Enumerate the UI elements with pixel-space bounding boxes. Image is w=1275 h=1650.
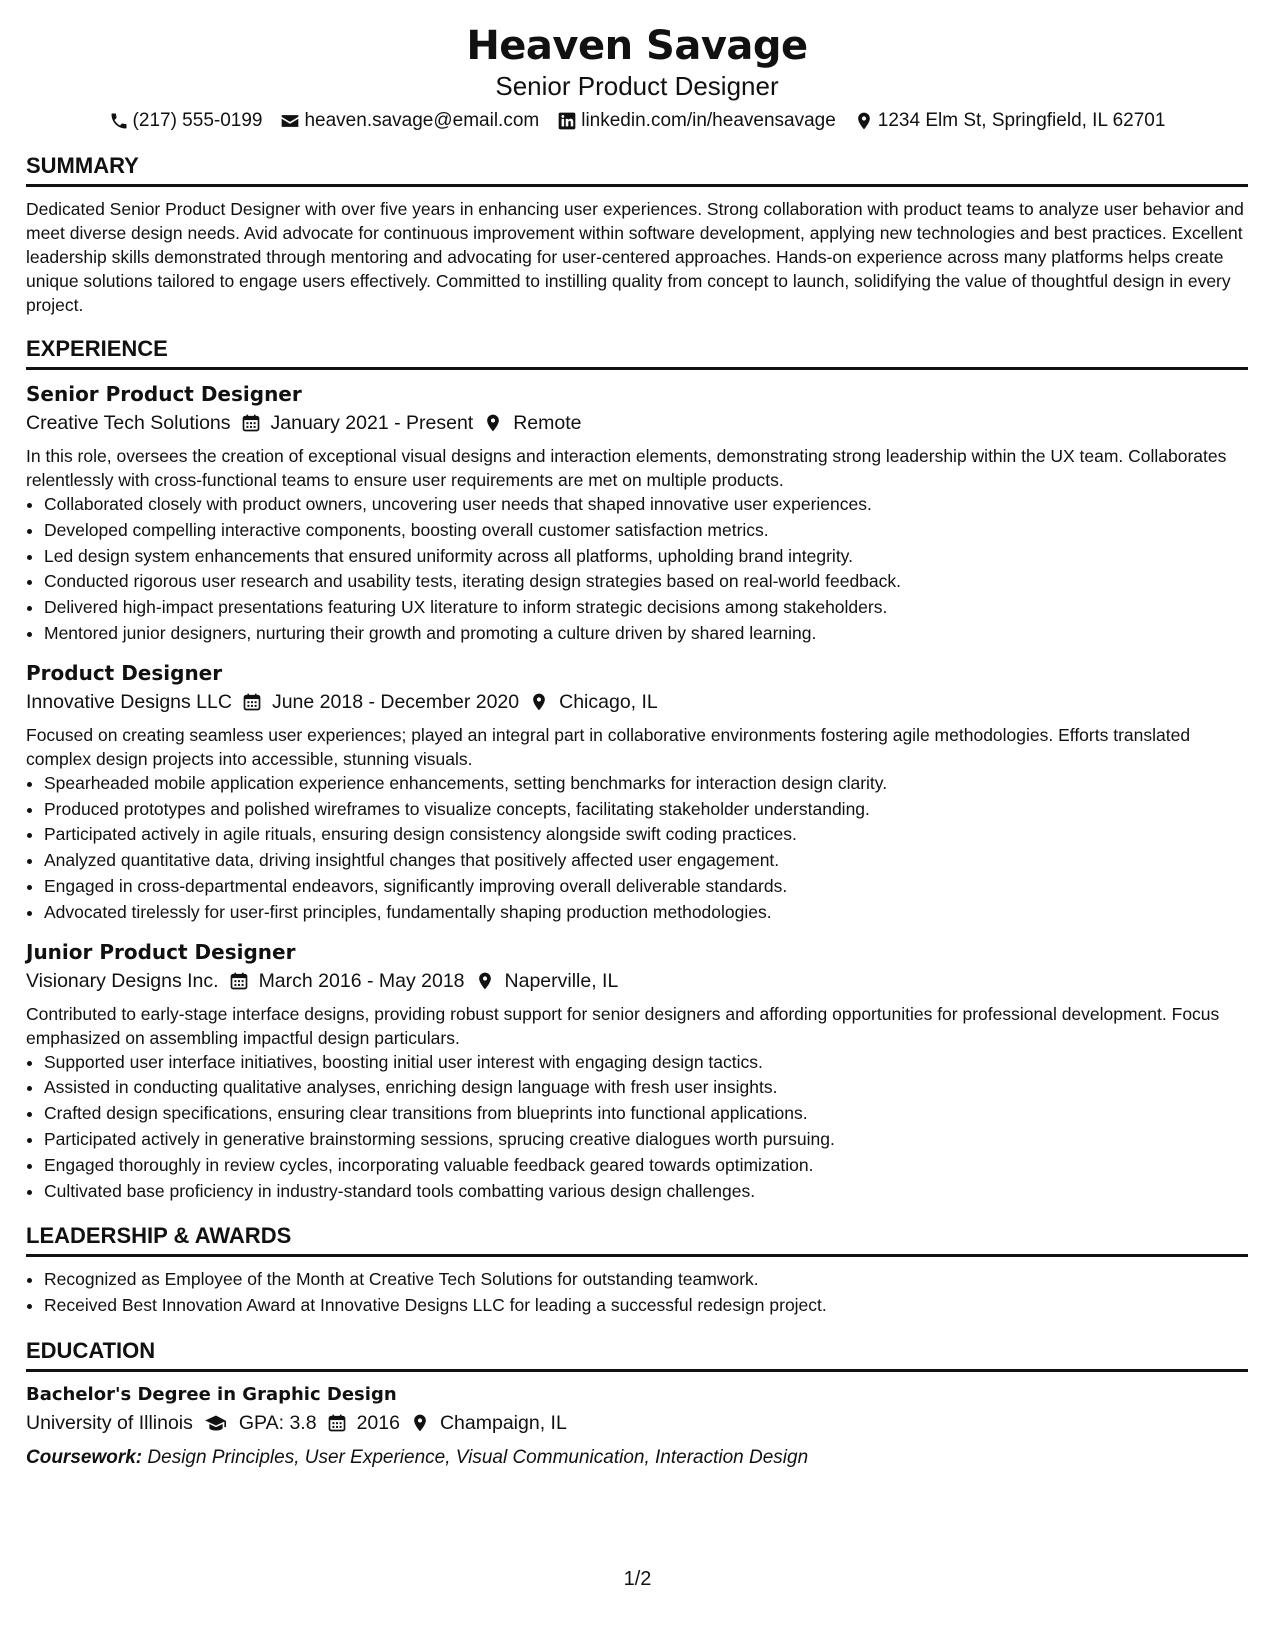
linkedin-text[interactable]: linkedin.com/in/heavensavage (581, 110, 836, 131)
resume-header (26, 20, 1248, 134)
list-item: • Analyzed quantitative data, driving insightful changes that positively affected user engagement. (44, 848, 1248, 874)
coursework-text: Design Principles, User Experience, Visual Communication, Interaction Design (147, 1446, 809, 1468)
contact-address (854, 108, 1166, 134)
education-year: 2016 (356, 1411, 400, 1434)
job-location: Chicago, IL (559, 690, 658, 713)
phone-icon (109, 111, 129, 131)
job-description: Contributed to early-stage interface designs, providing robust support for senior designers and affording opportunities for professional development. Focus emphasized on assembling impactful design particulars. (26, 1003, 1220, 1048)
list-item: • Crafted design specifications, ensuring clear transitions from blueprints into functional applications. (44, 1101, 1248, 1127)
education-location: Champaign, IL (439, 1411, 567, 1434)
leadership-heading: LEADERSHIP & AWARDS (26, 1223, 292, 1249)
map-pin-icon (483, 413, 503, 433)
summary-text: Dedicated Senior Product Designer with over five years in enhancing user experiences. Strong collaboration with product teams to analyze user behavior and meet diverse design needs. Avid advocate for continuous improvement within software development, applying new technologies and best practices. Excellent leadership skills demonstrated through mentoring and advocating for user-centered approaches. Hands-on experience across many platforms helps create unique solutions tailored to engage users effectively. Committed to instilling quality from concept to launch, solidifying the value of thoughtful design in every project. (26, 199, 1244, 315)
job-entry (26, 380, 1248, 647)
education-degree: Bachelor's Degree in Graphic Design (26, 1383, 397, 1405)
resume-page (26, 20, 1248, 1472)
job-meta (26, 408, 1248, 438)
map-pin-icon (854, 111, 874, 131)
page-number: 1/2 (623, 1568, 652, 1590)
job-company: Creative Tech Solutions (26, 412, 231, 434)
contact-email[interactable] (280, 108, 539, 134)
list-item: • Participated actively in agile rituals, ensuring design consistency alongside swift coding practices. (44, 822, 1248, 848)
education-heading: EDUCATION (26, 1337, 156, 1363)
job-title: Product Designer (26, 660, 223, 685)
map-pin-icon (410, 1413, 430, 1433)
leadership-section (26, 1222, 1248, 1319)
summary-heading: SUMMARY (26, 153, 139, 178)
section-divider (26, 367, 1248, 370)
email-text[interactable]: heaven.savage@email.com (304, 110, 540, 131)
job-description: Focused on creating seamless user experiences; played an integral part in collaborative environments fostering agile methodologies. Efforts translated complex design projects into accessible, stunning visuals. (26, 724, 1191, 769)
list-item: • Delivered high-impact presentations featuring UX literature to inform strategic decisions among stakeholders. (44, 595, 1248, 621)
job-location: Naperville, IL (504, 969, 619, 992)
contact-phone (109, 108, 263, 134)
job-entry (26, 938, 1248, 1205)
list-item: • Engaged thoroughly in review cycles, incorporating valuable feedback geared towards optimization. (44, 1153, 1248, 1179)
job-title: Junior Product Designer (26, 939, 296, 964)
list-item: • Advocated tirelessly for user-first principles, fundamentally shaping production methodologies. (44, 900, 1248, 926)
candidate-name: Heaven Savage (466, 23, 808, 69)
experience-section (26, 335, 1248, 1204)
experience-heading: EXPERIENCE (26, 336, 168, 361)
list-item: • Assisted in conducting qualitative analyses, enriching design language with fresh user insights. (44, 1075, 1248, 1101)
section-divider (26, 1369, 1248, 1372)
section-divider (26, 184, 1248, 187)
job-company: Visionary Designs Inc. (26, 969, 219, 992)
contact-linkedin[interactable] (557, 108, 836, 134)
contact-row (26, 108, 1248, 134)
job-dates: January 2021 - Present (270, 412, 474, 434)
list-item: • Engaged in cross-departmental endeavors, significantly improving overall deliverable standards. (44, 874, 1248, 900)
job-title: Senior Product Designer (26, 382, 302, 406)
calendar-icon (229, 971, 249, 991)
job-description: In this role, oversees the creation of exceptional visual designs and interaction elements, demonstrating strong leadership within the UX team. Collaborates relentlessly with cross-functional teams to ensure user requirements are met on multiple products. (26, 446, 1227, 490)
phone-text: (217) 555-0199 (132, 110, 263, 131)
job-bullets (26, 1050, 1248, 1205)
list-item: • Cultivated base proficiency in industry-standard tools combatting various design challenges. (44, 1179, 1248, 1205)
education-section (26, 1337, 1248, 1472)
summary-section (26, 152, 1248, 317)
list-item: • Mentored junior designers, nurturing their growth and promoting a culture driven by shared learning. (44, 621, 1248, 647)
list-item: • Produced prototypes and polished wireframes to visualize concepts, facilitating stakeholder understanding. (44, 797, 1248, 823)
calendar-icon (242, 692, 262, 712)
list-item: • Developed compelling interactive components, boosting overall customer satisfaction metrics. (44, 518, 1248, 544)
envelope-icon (280, 111, 300, 131)
section-divider (26, 1254, 1248, 1257)
job-bullets (26, 492, 1248, 647)
job-meta (26, 966, 1248, 996)
list-item: • Supported user interface initiatives, boosting initial user interest with engaging design tactics. (44, 1050, 1248, 1076)
list-item: • Conducted rigorous user research and usability tests, iterating design strategies based on real-world feedback. (44, 569, 1248, 595)
list-item: • Collaborated closely with product owners, uncovering user needs that shaped innovative user experiences. (44, 492, 1248, 518)
address-text: 1234 Elm St, Springfield, IL 62701 (877, 110, 1166, 131)
job-bullets (26, 771, 1248, 926)
list-item: • Led design system enhancements that ensured uniformity across all platforms, upholding brand integrity. (44, 544, 1248, 570)
list-item: • Participated actively in generative brainstorming sessions, sprucing creative dialogues worth pursuing. (44, 1127, 1248, 1153)
candidate-title: Senior Product Designer (495, 71, 779, 101)
job-dates: June 2018 - December 2020 (271, 690, 520, 713)
job-meta (26, 687, 1248, 717)
coursework-label: Coursework: (26, 1446, 143, 1468)
map-pin-icon (475, 971, 495, 991)
calendar-icon (241, 413, 261, 433)
leadership-bullets (26, 1267, 1248, 1319)
job-company: Innovative Designs LLC (26, 690, 232, 713)
list-item: • Received Best Innovation Award at Innovative Designs LLC for leading a successful redesign project. (44, 1293, 1248, 1319)
linkedin-icon (557, 111, 577, 131)
education-coursework (26, 1444, 1248, 1472)
job-location: Remote (513, 412, 582, 434)
job-entry (26, 659, 1248, 926)
calendar-icon (327, 1413, 347, 1433)
graduation-cap-icon (203, 1413, 229, 1433)
map-pin-icon (529, 692, 549, 712)
education-meta (26, 1408, 1248, 1438)
job-dates: March 2016 - May 2018 (258, 969, 465, 992)
list-item: • Recognized as Employee of the Month at Creative Tech Solutions for outstanding teamwork. (44, 1267, 1248, 1293)
education-school: University of Illinois (26, 1411, 193, 1434)
list-item: • Spearheaded mobile application experience enhancements, setting benchmarks for interaction design clarity. (44, 771, 1248, 797)
education-gpa: GPA: 3.8 (238, 1411, 317, 1434)
